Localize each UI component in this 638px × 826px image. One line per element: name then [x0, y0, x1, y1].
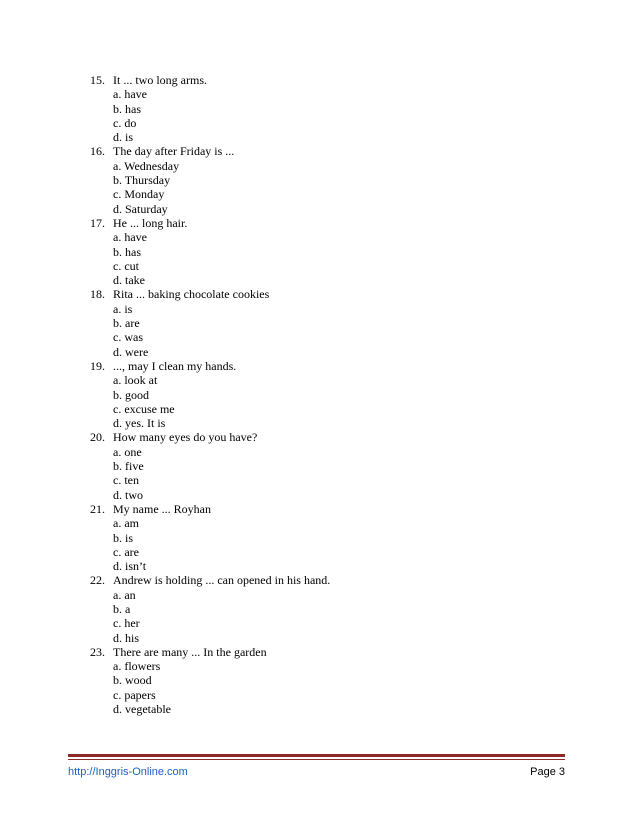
question-text: It ... two long arms.	[113, 73, 207, 87]
answer-option: a. flowers	[113, 659, 161, 674]
option-list	[90, 445, 330, 502]
answer-option: b. Thursday	[113, 173, 171, 188]
question-line	[90, 287, 330, 301]
page-footer	[68, 764, 565, 780]
question-line	[90, 73, 330, 87]
question-text: The day after Friday is ...	[113, 144, 235, 159]
answer-option: b. good	[113, 387, 149, 402]
answer-option: d. is	[113, 130, 134, 145]
option-list	[90, 87, 330, 144]
option-list	[90, 588, 330, 645]
question-text: Andrew is holding ... can opened in his hand.	[113, 573, 331, 588]
footer-divider	[68, 754, 565, 761]
question-line	[90, 573, 330, 587]
answer-option: a. have	[113, 87, 147, 102]
page-number: Page 3	[530, 766, 565, 778]
question-number: 19.	[90, 358, 105, 373]
footer-divider-thin	[68, 759, 565, 760]
question-number: 16.	[90, 144, 105, 159]
question-item-3	[90, 216, 330, 287]
question-item-5	[90, 359, 330, 430]
question-item-8	[90, 573, 330, 644]
question-line	[90, 430, 330, 444]
answer-option: c. her	[113, 616, 140, 631]
answer-option: a. Wednesday	[113, 158, 180, 173]
answer-option: c. are	[113, 544, 139, 559]
answer-option: d. vegetable	[113, 702, 171, 717]
question-text: ..., may I clean my hands.	[113, 358, 237, 373]
answer-option: d. Saturday	[113, 201, 168, 216]
question-line	[90, 216, 330, 230]
answer-option: b. a	[113, 601, 131, 616]
question-item-1	[90, 73, 330, 144]
question-line	[90, 144, 330, 158]
option-list	[90, 302, 330, 359]
option-list	[90, 516, 330, 573]
question-number: 22.	[90, 573, 105, 588]
answer-option: c. cut	[113, 258, 139, 273]
answer-option: a. an	[113, 587, 136, 602]
answer-option: d. take	[113, 273, 145, 288]
option-list	[90, 230, 330, 287]
answer-option: b. are	[113, 316, 140, 331]
question-number: 15.	[90, 73, 105, 87]
question-line	[90, 359, 330, 373]
answer-option: a. have	[113, 230, 147, 245]
answer-option: b. has	[113, 244, 141, 259]
question-line	[90, 502, 330, 516]
question-item-2	[90, 144, 330, 215]
question-text: How many eyes do you have?	[113, 430, 258, 445]
question-number: 20.	[90, 430, 105, 445]
question-line	[90, 645, 330, 659]
question-text: There are many ... In the garden	[113, 644, 267, 659]
answer-option: b. is	[113, 530, 134, 545]
answer-option: a. am	[113, 516, 139, 531]
option-list	[90, 373, 330, 430]
question-number: 23.	[90, 644, 105, 659]
answer-option: a. one	[113, 444, 142, 459]
answer-option: b. has	[113, 101, 141, 116]
question-list	[90, 73, 330, 716]
answer-option: b. five	[113, 459, 144, 474]
question-number: 18.	[90, 287, 105, 302]
question-text: He ... long hair.	[113, 215, 188, 230]
answer-option: c. excuse me	[113, 401, 175, 416]
option-list	[90, 159, 330, 216]
answer-option: c. ten	[113, 473, 139, 488]
question-item-9	[90, 645, 330, 716]
answer-option: d. were	[113, 344, 149, 359]
answer-option: c. papers	[113, 687, 156, 702]
answer-option: b. wood	[113, 673, 152, 688]
answer-option: c. Monday	[113, 187, 165, 202]
footer-link[interactable]: http://Inggris-Online.com	[68, 766, 188, 778]
footer-divider-thick	[68, 754, 565, 757]
answer-option: d. two	[113, 487, 143, 502]
question-item-6	[90, 430, 330, 501]
answer-option: d. isn’t	[113, 559, 147, 574]
answer-option: c. was	[113, 330, 143, 345]
question-text: My name ... Royhan	[113, 501, 211, 516]
question-text: Rita ... baking chocolate cookies	[113, 287, 270, 302]
question-item-7	[90, 502, 330, 573]
question-number: 17.	[90, 215, 105, 230]
question-number: 21.	[90, 501, 105, 516]
answer-option: a. is	[113, 301, 133, 316]
answer-option: d. yes. It is	[113, 416, 166, 431]
answer-option: d. his	[113, 630, 140, 645]
question-item-4	[90, 287, 330, 358]
option-list	[90, 659, 330, 716]
answer-option: a. look at	[113, 373, 158, 388]
answer-option: c. do	[113, 115, 137, 130]
